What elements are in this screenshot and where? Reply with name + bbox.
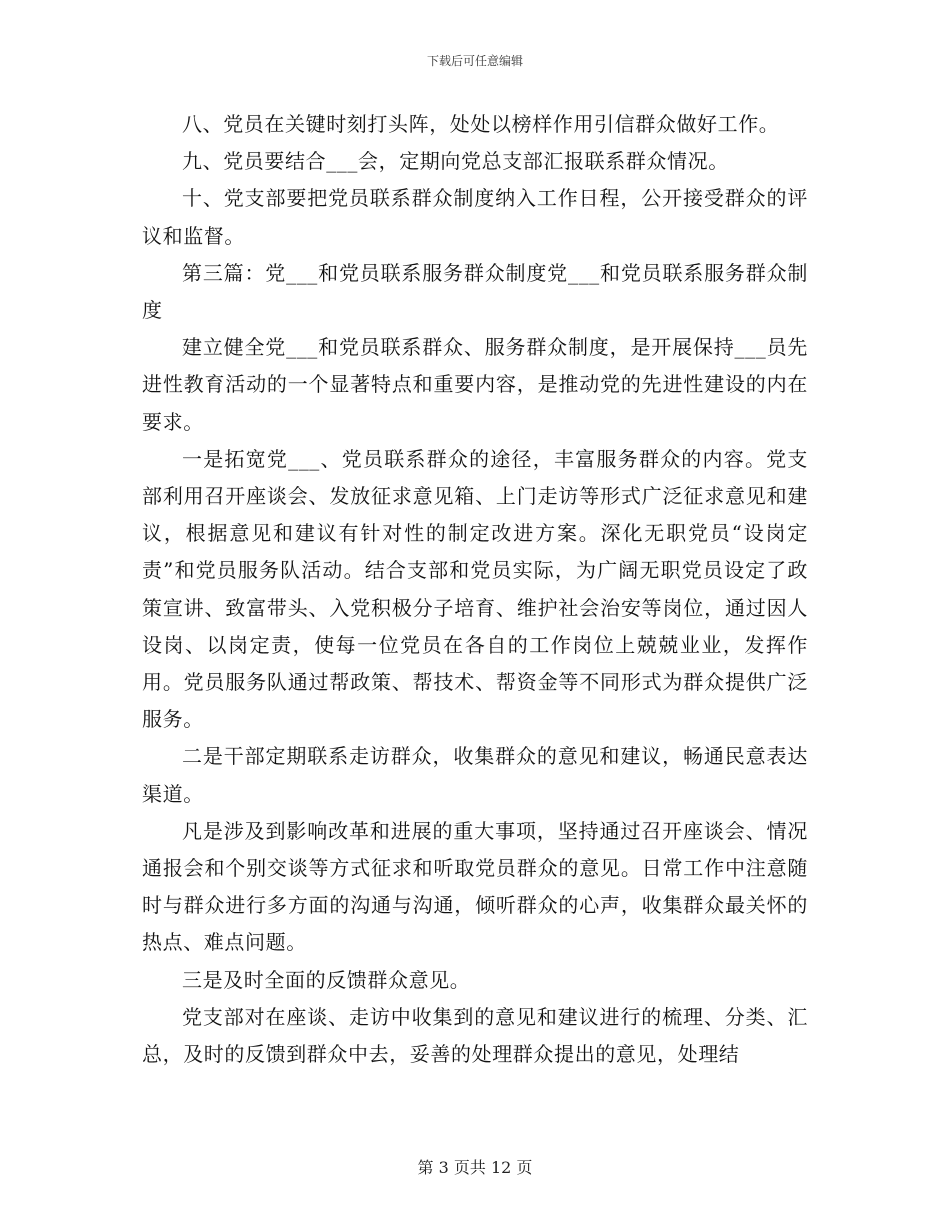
document-body — [142, 106, 808, 1073]
paragraph: 十、党支部要把党员联系群众制度纳入工作日程，公开接受群众的评议和监督。 — [142, 186, 808, 248]
page-header: 下载后可任意编辑 — [426, 54, 523, 68]
paragraph: 建立健全党___和党员联系群众、服务群众制度，是开展保持___员先进性教育活动的一个显著特点和重要内容，是推动党的先进性建设的内在要求。 — [142, 335, 808, 434]
paragraph: 八、党员在关键时刻打头阵，处处以榜样作用引信群众做好工作。 — [182, 112, 780, 136]
section-title: 第三篇：党___和党员联系服务群众制度党___和党员联系服务群众制度 — [142, 260, 808, 323]
paragraph: 二是干部定期联系走访群众，收集群众的意见和建议，畅通民意表达渠道。 — [142, 744, 808, 806]
page-number: 第 3 页共 12 页 — [417, 1158, 533, 1177]
paragraph: 凡是涉及到影响改革和进展的重大事项，坚持通过召开座谈会、情况通报会和个别交谈等方式征求和听取党员群众的意见。日常工作中注意随时与群众进行多方面的沟通与沟通，倾听群众的心声，收集群众最关怀的热点、难点问题。 — [142, 818, 808, 955]
paragraph: 一是拓宽党___、党员联系群众的途径，丰富服务群众的内容。党支部利用召开座谈会、发放征求意见箱、上门走访等形式广泛征求意见和建议，根据意见和建议有针对性的制定改进方案。深化无职党员“设岗定责”和党员服务队活动。结合支部和党员实际，为广阔无职党员设定了政策宣讲、致富带头、入党积极分子培育、维护社会治安等岗位，通过因人设岗、以岗定责，使每一位党员在各自的工作岗位上兢兢业业，发挥作用。党员服务队通过帮政策、帮技术、帮资金等不同形式为群众提供广泛服务。 — [142, 446, 808, 732]
paragraph: 九、党员要结合___会，定期向党总支部汇报联系群众情况。 — [182, 149, 729, 174]
paragraph: 党支部对在座谈、走访中收集到的意见和建议进行的梳理、分类、汇总，及时的反馈到群众中去，妥善的处理群众提出的意见，处理结 — [142, 1004, 808, 1067]
paragraph: 三是及时全面的反馈群众意见。 — [182, 967, 471, 992]
